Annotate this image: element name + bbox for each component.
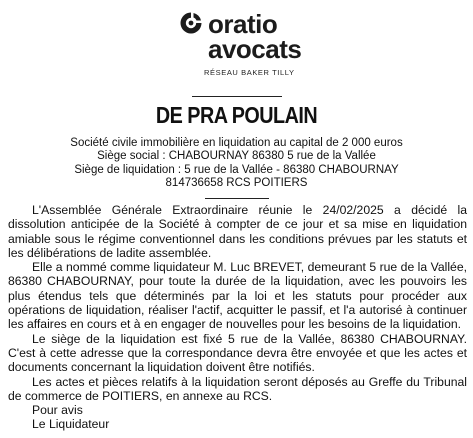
divider-top: [192, 96, 282, 97]
paragraph: Le siège de la liquidation est fixé 5 rue de la Vallée, 86380 CHABOURNAY. C'est à cette adresse que la correspondance devra être envoyée et que les actes et documents concernant la liquidation doivent être notifiés.: [8, 331, 467, 375]
paragraph: Elle a nommé comme liquidateur M. Luc BREVET, demeurant 5 rue de la Vallée, 86380 CHABOURNAY, pour toute la durée de la liquidation, avec les pouvoirs les plus étendus tels que déterminés par la loi et les statuts pour procéder aux opérations de liquidation, réaliser l'actif, acquitter le passif, et l'a autorisé à continuer les affaires en cours et à en engager de nouvelles pour les besoins de la liquidation.: [8, 260, 467, 332]
oratio-logo: [170, 8, 310, 80]
logo-line2: avocats: [208, 34, 302, 64]
oratio-swirl-icon: [179, 11, 203, 35]
company-info-line: Siège social : CHABOURNAY 86380 5 rue de la Vallée: [97, 150, 376, 163]
notice-title: DE PRA POULAIN: [155, 102, 318, 128]
logo-network: RÉSEAU BAKER TILLY: [204, 68, 295, 77]
logo-line1: oratio: [208, 9, 278, 39]
paragraph: L'Assemblée Générale Extraordinaire réunie le 24/02/2025 a décidé la dissolution anticipée de la Société à compter de ce jour et sa mise en liquidation amiable sous le régime conventionnel dans les conditions prévues par les statuts et les délibérations de ladite assemblée.: [8, 203, 467, 260]
closing-line: Pour avis: [32, 403, 83, 418]
company-info-line: Siège de liquidation : 5 rue de la Vallée - 86380 CHABOURNAY: [74, 163, 399, 176]
company-info-line: Société civile immobilière en liquidation au capital de 2 000 euros: [70, 137, 403, 149]
company-info-line: 814736658 RCS POITIERS: [165, 176, 308, 189]
closing-signature: Le Liquidateur: [32, 417, 110, 432]
divider-middle: [205, 198, 269, 199]
company-info: [0, 137, 473, 190]
notice-body: [8, 203, 467, 432]
paragraph: Les actes et pièces relatifs à la liquidation seront déposés au Greffe du Tribunal de commerce de POITIERS, en annexe au RCS.: [8, 374, 467, 403]
